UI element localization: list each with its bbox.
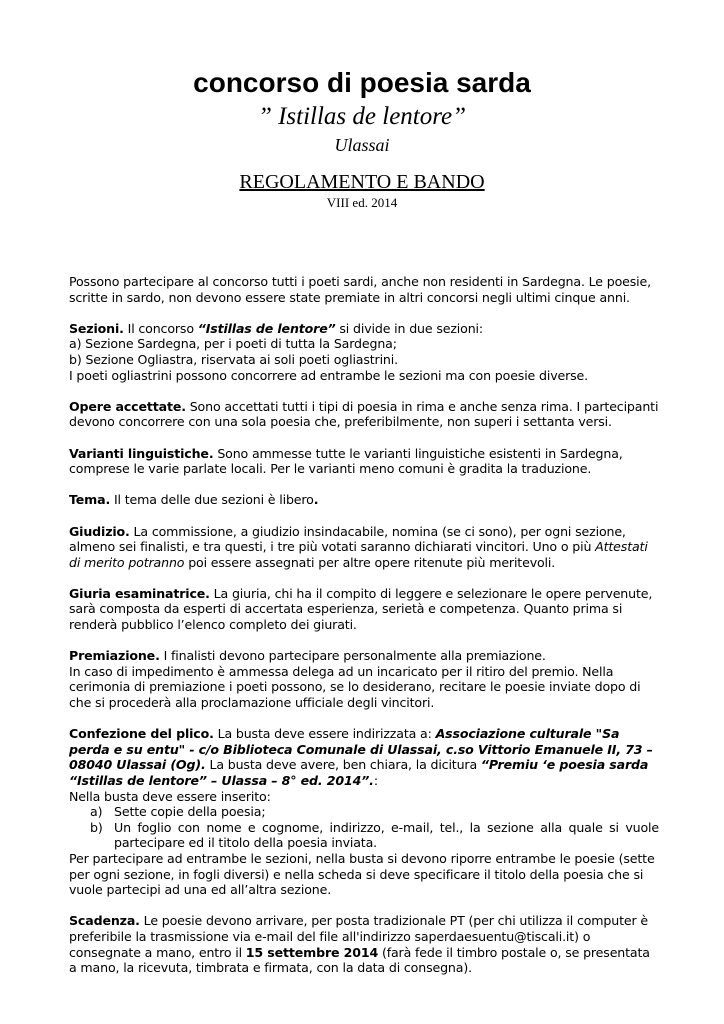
plico-line — [69, 773, 659, 789]
scadenza-line: preferibile la trasmissione via e-mail del file all'indirizzo saperdaesuentu@tiscali.it) o — [69, 928, 591, 944]
premiazione-line — [69, 648, 659, 664]
premiazione-line: In caso di impedimento è ammessa delega ad un incaricato per il ritiro del premio. Nella — [69, 663, 614, 679]
motto-text: “Istillas de lentore” – Ulassa – 8° ed. 2014”. — [69, 773, 374, 788]
list-item-text: Sette copie della poesia; — [114, 804, 266, 820]
list-item — [90, 819, 659, 851]
varianti-paragraph — [69, 446, 659, 477]
sezioni-paragraph — [69, 321, 659, 383]
giudizio-text: poi essere assegnati per altre opere ritenute più meritevoli. — [184, 554, 556, 570]
plico-paragraph — [69, 726, 659, 898]
premiazione-paragraph — [69, 648, 659, 710]
list-item-text: Un foglio con nome e cognome, indirizzo, e-mail, tel., la sezione alla quale si vuole partecipare ed il titolo della poesia inviata. — [114, 819, 659, 851]
place-name: Ulassai — [334, 135, 390, 155]
list-marker: b) — [90, 819, 103, 835]
intro-line: Possono partecipare al concorso tutti i poeti sardi, anche non residenti in Sardegna. Le poesie, — [69, 274, 651, 289]
giuria-line — [69, 586, 659, 602]
premiazione-text: I finalisti devono partecipare personalmente alla premiazione. — [159, 648, 546, 664]
plico-text: La busta deve essere indirizzata a: — [213, 726, 436, 742]
scadenza-paragraph — [69, 913, 659, 975]
varianti-heading: Varianti linguistiche. — [69, 445, 214, 461]
document-body — [69, 274, 659, 991]
premiazione-heading: Premiazione. — [69, 648, 160, 664]
contest-name-inline: “Istillas de lentore” — [197, 320, 336, 336]
address-text: Associazione culturale "Sa — [435, 726, 620, 742]
giudizio-text: La commissione, a giudizio insindacabile, nomina (se ci sono), per ogni sezione, — [129, 523, 626, 539]
motto-text: “Premiu ‘e poesia sarda — [480, 757, 649, 773]
giuria-paragraph — [69, 586, 659, 633]
list-marker: a) — [90, 804, 103, 820]
sezione-b: b) Sezione Ogliastra, riservata ai soli poeti ogliastrini. — [69, 351, 398, 367]
scadenza-text: (farà fede il timbro postale o, se presentata — [378, 944, 650, 960]
opere-text: Sono accettati tutti i tipi di poesia in rima e anche senza rima. I partecipanti — [185, 398, 659, 414]
tema-text: Il tema delle due sezioni è libero — [110, 492, 314, 508]
sezioni-line — [69, 321, 659, 337]
plico-line: Per partecipare ad entrambe le sezioni, nella busta si devono riporre entrambe le poesie (sette — [69, 850, 655, 866]
attestati-text: Attestati — [595, 539, 648, 555]
sezione-a: a) Sezione Sardegna, per i poeti di tutta la Sardegna; — [69, 336, 397, 352]
plico-line: Nella busta deve essere inserito: — [69, 788, 271, 804]
plico-line: per ogni sezione, in fogli diversi) e nella scheda si deve specificare il titolo della poesia che si — [69, 866, 644, 882]
address-text: 08040 Ulassai (Og). — [69, 757, 206, 773]
tema-line — [69, 492, 659, 508]
regulation-heading: REGOLAMENTO E BANDO — [239, 171, 485, 193]
scadenza-line — [69, 945, 659, 961]
tema-heading: Tema. — [69, 492, 111, 508]
opere-heading: Opere accettate. — [69, 398, 186, 414]
list-item — [90, 804, 659, 820]
giudizio-line — [69, 539, 659, 555]
tema-paragraph — [69, 492, 659, 508]
sezioni-note: I poeti ogliastrini possono concorrere ad entrambe le sezioni ma con poesie diverse. — [69, 367, 588, 383]
giuria-line: renderà pubblico l’elenco completo dei giurati. — [69, 617, 357, 633]
plico-line — [69, 742, 659, 758]
varianti-line: comprese le varie parlate locali. Per le varianti meno comuni è gradita la traduzione. — [69, 461, 592, 477]
sezioni-heading: Sezioni. — [69, 320, 124, 336]
intro-paragraph — [69, 274, 659, 305]
premiazione-line: cerimonia di premiazione i poeti possono, se lo desiderano, recitare le poesie inviate dopo di — [69, 679, 641, 695]
giudizio-text: almeno sei finalisti, e tra questi, i tre più votati saranno dichiarati vincitori. Uno o più — [69, 539, 596, 555]
plico-line — [69, 726, 659, 742]
giuria-text: La giuria, chi ha il compito di leggere e selezionare le opere pervenute, — [209, 585, 653, 601]
deadline-date: 15 settembre 2014 — [245, 944, 379, 960]
scadenza-text: consegnate a mano, entro il — [69, 944, 246, 960]
envelope-contents-list — [69, 804, 659, 851]
scadenza-line: a mano, la ricevuta, timbrata e firmata, con la data di consegna). — [69, 960, 472, 976]
attestati-text: di merito potranno — [69, 554, 185, 570]
scadenza-text: Le poesie devono arrivare, per posta tradizionale PT (per chi utilizza il computer è — [139, 913, 648, 929]
document-title: concorso di poesia sarda — [193, 67, 531, 98]
tema-period: . — [313, 492, 319, 508]
giudizio-paragraph — [69, 524, 659, 571]
varianti-text: Sono ammesse tutte le varianti linguistiche esistenti in Sardegna, — [213, 445, 623, 461]
plico-heading: Confezione del plico. — [69, 726, 214, 742]
opere-line: devono concorrere con una sola poesia che, preferibilmente, non superi i settanta versi. — [69, 414, 612, 430]
scadenza-line — [69, 913, 659, 929]
varianti-line — [69, 446, 659, 462]
address-text: perda e su entu" - c/o Biblioteca Comunale di Ulassai, c.so Vittorio Emanuele II, 73 – — [69, 741, 653, 757]
giuria-line: sarà composta da esperti di accertata esperienza, serietà e competenza. Quanto prima si — [69, 601, 623, 617]
plico-line — [69, 757, 659, 773]
giudizio-line — [69, 555, 659, 571]
edition-label: VIII ed. 2014 — [326, 195, 398, 210]
sezioni-text: si divide in due sezioni: — [335, 320, 483, 336]
giudizio-line — [69, 524, 659, 540]
scadenza-heading: Scadenza. — [69, 913, 140, 929]
premiazione-line: che si procederà alla proclamazione ufficiale degli vincitori. — [69, 695, 435, 711]
plico-text: La busta deve avere, ben chiara, la dicitura — [205, 757, 481, 773]
intro-line: scritte in sardo, non devono essere state premiate in altri concorsi negli ultimi cinque anni. — [69, 289, 630, 305]
opere-line — [69, 399, 659, 415]
contest-name: ” Istillas de lentore” — [257, 103, 467, 130]
plico-text: : — [373, 773, 378, 788]
opere-paragraph — [69, 399, 659, 430]
sezioni-text: Il concorso — [123, 320, 198, 336]
plico-line: vuole partecipi ad una ed all’altra sezione. — [69, 882, 332, 898]
giudizio-heading: Giudizio. — [69, 523, 130, 539]
giuria-heading: Giuria esaminatrice. — [69, 585, 210, 601]
